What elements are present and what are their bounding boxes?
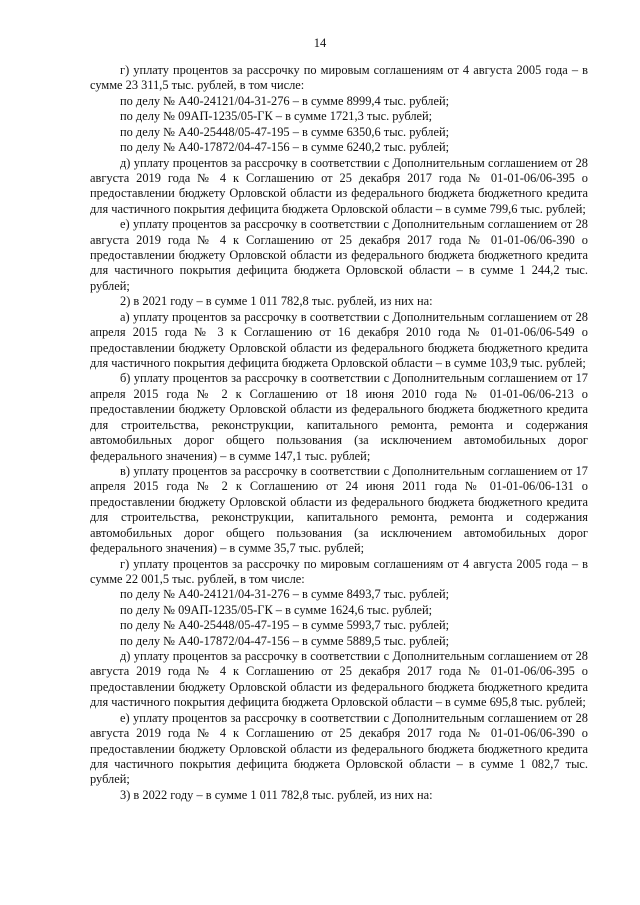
paragraph-agreement-213-2021: б) уплату процентов за рассрочку в соответствии с Дополнительным соглашением от 17 апреля 2015 года № 2 к Соглашению от 18 июня 2010 года № 01-01-06/06-213 о предоставлении бюджету Орловской области из федерального бюджета бюджетного кредита для строительства, реконструкции, капитального ремонта, ремонта и содержания автомобильных дорог общего пользования (за исключением автомобильных дорог федерального значения) – в сумме 147,1 тыс. рублей; bbox=[90, 371, 588, 463]
case-item: по делу № А40-17872/04-47-156 – в сумме 6240,2 тыс. рублей; bbox=[120, 140, 450, 155]
paragraph-agreement-390-2021: е) уплату процентов за рассрочку в соответствии с Дополнительным соглашением от 28 августа 2019 года № 4 к Соглашению от 25 декабря 2017 года № 01-01-06/06-390 о предоставлении бюджету Орловской области из федерального бюджета бюджетного кредита для частичного покрытия дефицита бюджета Орловской области – в сумме 1 082,7 тыс. рублей; bbox=[90, 710, 588, 787]
paragraph-agreement-390-2020: е) уплату процентов за рассрочку в соответствии с Дополнительным соглашением от 28 августа 2019 года № 4 к Соглашению от 25 декабря 2017 года № 01-01-06/06-390 о предоставлении бюджету Орловской области из федерального бюджета бюджетного кредита для частичного покрытия дефицита бюджета Орловской области – в сумме 1 244,2 тыс. рублей; bbox=[90, 217, 588, 293]
case-item: по делу № А40-24121/04-31-276 – в сумме 8999,4 тыс. рублей; bbox=[120, 93, 450, 108]
paragraph-agreement-395-2020: д) уплату процентов за рассрочку в соответствии с Дополнительным соглашением от 28 августа 2019 года № 4 к Соглашению от 25 декабря 2017 года № 01-01-06/06-395 о предоставлении бюджету Орловской области из федерального бюджета бюджетного кредита для частичного покрытия дефицита бюджета Орловской области – в сумме 799,6 тыс. рублей; bbox=[90, 155, 588, 216]
paragraph-year-2021: 2) в 2021 году – в сумме 1 011 782,8 тыс. рублей, из них на: bbox=[120, 294, 433, 309]
case-item: по делу № А40-25448/05-47-195 – в сумме 5993,7 тыс. рублей; bbox=[120, 618, 450, 633]
page-number: 14 bbox=[313, 36, 327, 50]
paragraph-interest-settlement-2021: г) уплату процентов за рассрочку по мировым соглашениям от 4 августа 2005 года – в сумме 22 001,5 тыс. рублей, в том числе: bbox=[90, 556, 588, 586]
paragraph-agreement-395-2021: д) уплату процентов за рассрочку в соответствии с Дополнительным соглашением от 28 августа 2019 года № 4 к Соглашению от 25 декабря 2017 года № 01-01-06/06-395 о предоставлении бюджету Орловской области из федерального бюджета бюджетного кредита для частичного покрытия дефицита бюджета Орловской области – в сумме 695,8 тыс. рублей; bbox=[90, 649, 588, 710]
case-item: по делу № А40-24121/04-31-276 – в сумме 8493,7 тыс. рублей; bbox=[120, 587, 450, 602]
case-item: по делу № А40-17872/04-47-156 – в сумме 5889,5 тыс. рублей; bbox=[120, 633, 450, 648]
case-item: по делу № 09АП-1235/05-ГК – в сумме 1721,3 тыс. рублей; bbox=[120, 109, 433, 124]
paragraph-agreement-549-2021: а) уплату процентов за рассрочку в соответствии с Дополнительным соглашением от 28 апреля 2015 года № 3 к Соглашению от 16 декабря 2010 года № 01-01-06/06-549 о предоставлении бюджету Орловской области из федерального бюджета бюджетного кредита для частичного покрытия дефицита бюджета Орловской области – в сумме 103,9 тыс. рублей; bbox=[90, 309, 588, 371]
document-body bbox=[90, 63, 588, 803]
case-item: по делу № А40-25448/05-47-195 – в сумме 6350,6 тыс. рублей; bbox=[120, 124, 450, 139]
paragraph-agreement-131-2021: в) уплату процентов за рассрочку в соответствии с Дополнительным соглашением от 17 апреля 2015 года № 2 к Соглашению от 24 июня 2011 года № 01-01-06/06-131 о предоставлении бюджету Орловской области из федерального бюджета бюджетного кредита для строительства, реконструкции, капитального ремонта, ремонта и содержания автомобильных дорог общего пользования (за исключением автомобильных дорог федерального значения) – в сумме 35,7 тыс. рублей; bbox=[90, 463, 588, 556]
case-item: по делу № 09АП-1235/05-ГК – в сумме 1624,6 тыс. рублей; bbox=[120, 602, 433, 617]
paragraph-year-2022: 3) в 2022 году – в сумме 1 011 782,8 тыс. рублей, из них на: bbox=[120, 787, 433, 802]
paragraph-interest-settlement-2020: г) уплату процентов за рассрочку по мировым соглашениям от 4 августа 2005 года – в сумме 23 311,5 тыс. рублей, в том числе: bbox=[90, 63, 588, 93]
